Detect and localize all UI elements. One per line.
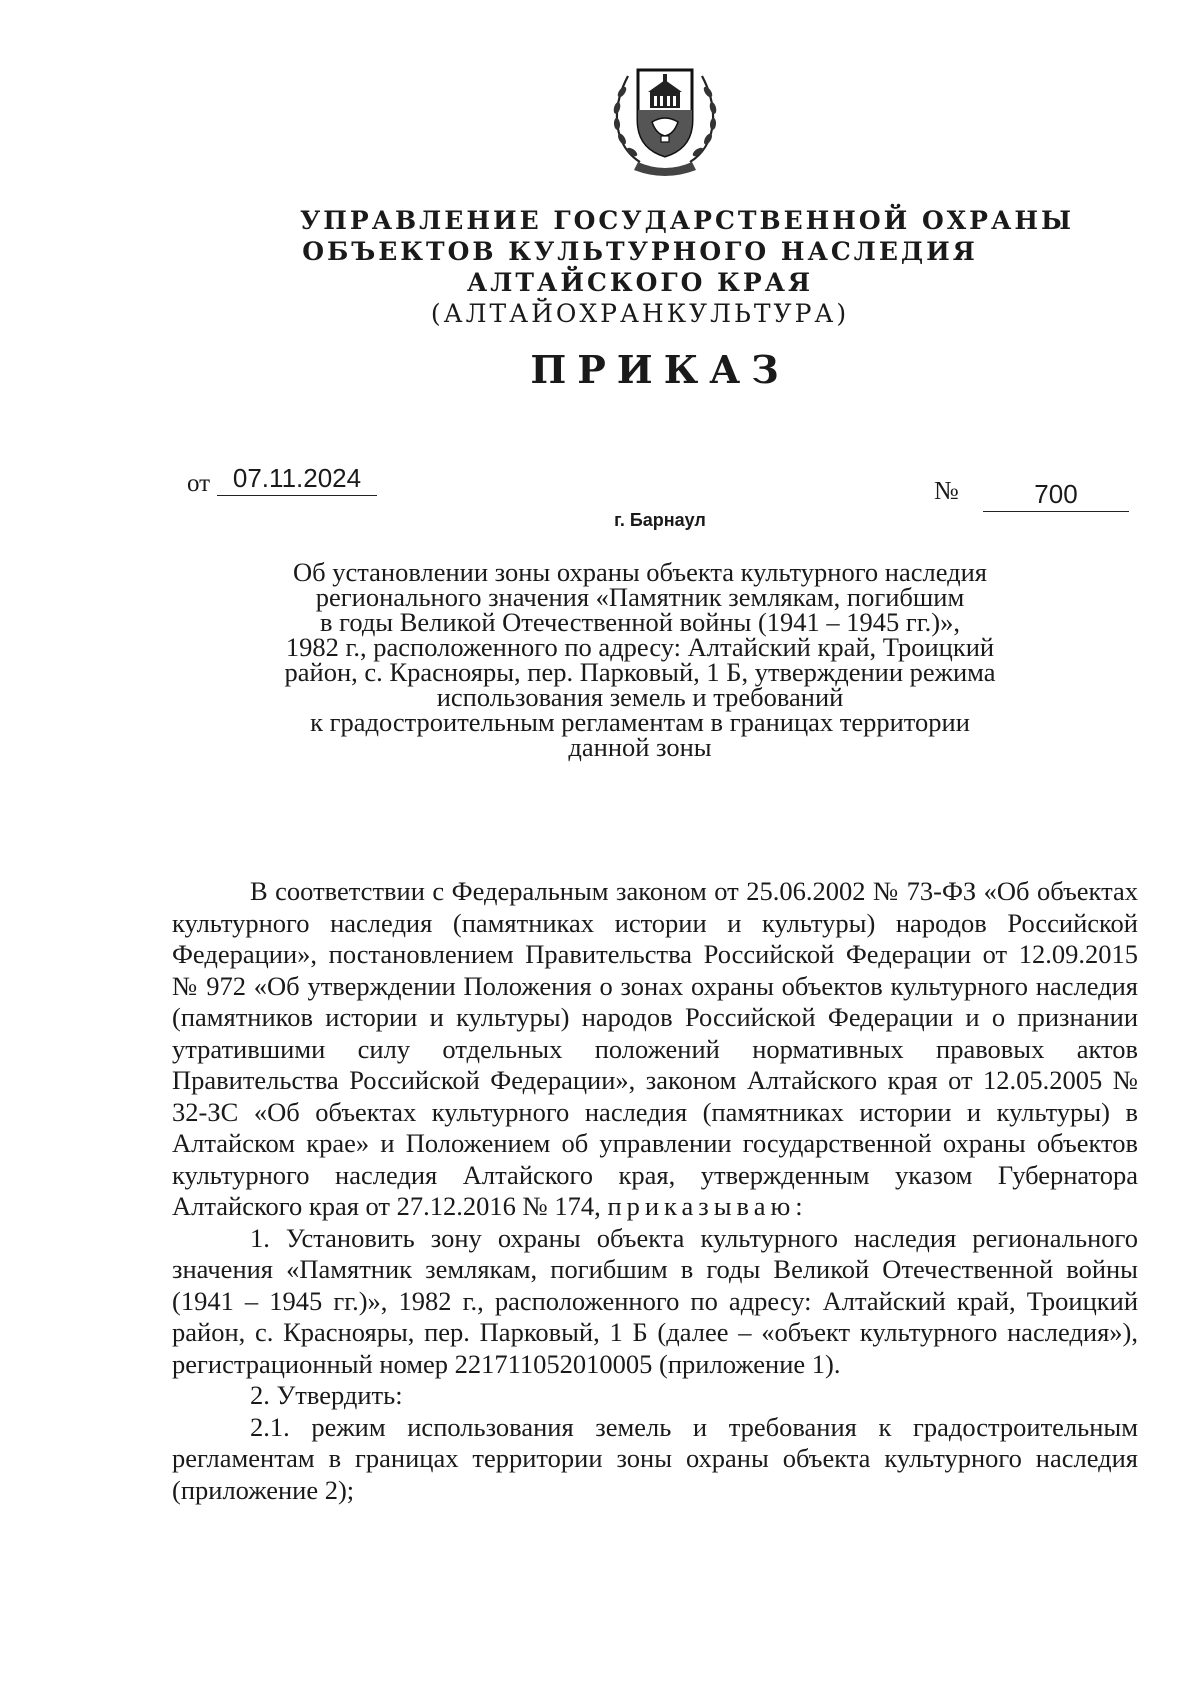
subject-line: 1982 г., расположенного по адресу: Алтайский край, Троицкий xyxy=(285,632,995,662)
date-prefix: от xyxy=(187,470,211,497)
number-prefix: № xyxy=(934,476,959,505)
org-name-line-3: АЛТАЙСКОГО КРАЯ xyxy=(466,268,814,297)
document-subject xyxy=(230,557,1050,762)
document-body xyxy=(172,876,1138,1506)
issue-city: г. Барнаул xyxy=(614,510,706,530)
subject-line: использования земель и требований xyxy=(436,682,844,712)
subject-line: Об установлении зоны охраны объекта культурного наследия xyxy=(293,557,987,587)
org-name-line-2: ОБЪЕКТОВ КУЛЬТУРНОГО НАСЛЕДИЯ xyxy=(302,237,978,266)
preamble-text: В соответствии с Федеральным законом от 25.06.2002 № 73-ФЗ «Об объектах культурного наследия (памятниках истории и культуры) народов Российской Федерации», постановлением Правительства Российской Федерации от 12.09.2015 № 972 «Об утверждении Положения о зонах охраны объектов культурного наследия (памятников истории и культуры) народов Российской Федерации и о признании утратившими силу отдельных положений нормативных правовых актов Правительства Российской Федерации», законом Алтайского края от 12.05.2005 № 32-ЗС «Об объектах культурного наследия (памятниках истории и культуры) в Алтайском крае» и Положением об управлении государственной охраны объектов культурного наследия Алтайского края, утвержденным указом Губернатора Алтайского края от 27.12.2016 № 174, xyxy=(172,876,1138,1221)
subject-line: в годы Великой Отечественной войны (1941 – 1945 гг.)», xyxy=(319,607,961,637)
subject-line: данной зоны xyxy=(568,732,712,762)
subject-line: регионального значения «Памятник землякам, погибшим xyxy=(315,582,965,612)
document-type-title: ПРИКАЗ xyxy=(530,347,790,392)
item-2-1-paragraph: 2.1. режим использования земель и требования к градостроительным регламентам в границах территории зоны охраны объекта культурного наследия (приложение 2); xyxy=(172,1411,1138,1505)
item-2-paragraph: 2. Утвердить: xyxy=(250,1380,403,1410)
organization-header xyxy=(300,205,1074,329)
org-name-line-1: УПРАВЛЕНИЕ ГОСУДАРСТВЕННОЙ ОХРАНЫ xyxy=(300,206,1074,235)
item-1-paragraph: 1. Установить зону охраны объекта культурного наследия регионального значения «Памятник землякам, погибшим в годы Великой Отечественной войны (1941 – 1945 гг.)», 1982 г., расположенного по адресу: Алтайский край, Троицкий район, с. Краснояры, пер. Парковый, 1 Б (далее – «объект культурного наследия»), регистрационный номер 221711052010005 (приложение 1). xyxy=(172,1222,1138,1379)
document-date: 07.11.2024 xyxy=(217,463,377,496)
coat-of-arms-icon xyxy=(600,50,730,180)
document-number: 700 xyxy=(983,479,1129,512)
org-abbreviation: (АЛТАЙОХРАНКУЛЬТУРА) xyxy=(430,299,850,328)
order-word: приказываю: xyxy=(607,1191,808,1221)
subject-line: район, с. Краснояры, пер. Парковый, 1 Б, утверждении режима xyxy=(284,657,996,687)
preamble-paragraph xyxy=(172,876,1138,1223)
subject-line: к градостроительным регламентам в границах территории xyxy=(310,707,970,737)
